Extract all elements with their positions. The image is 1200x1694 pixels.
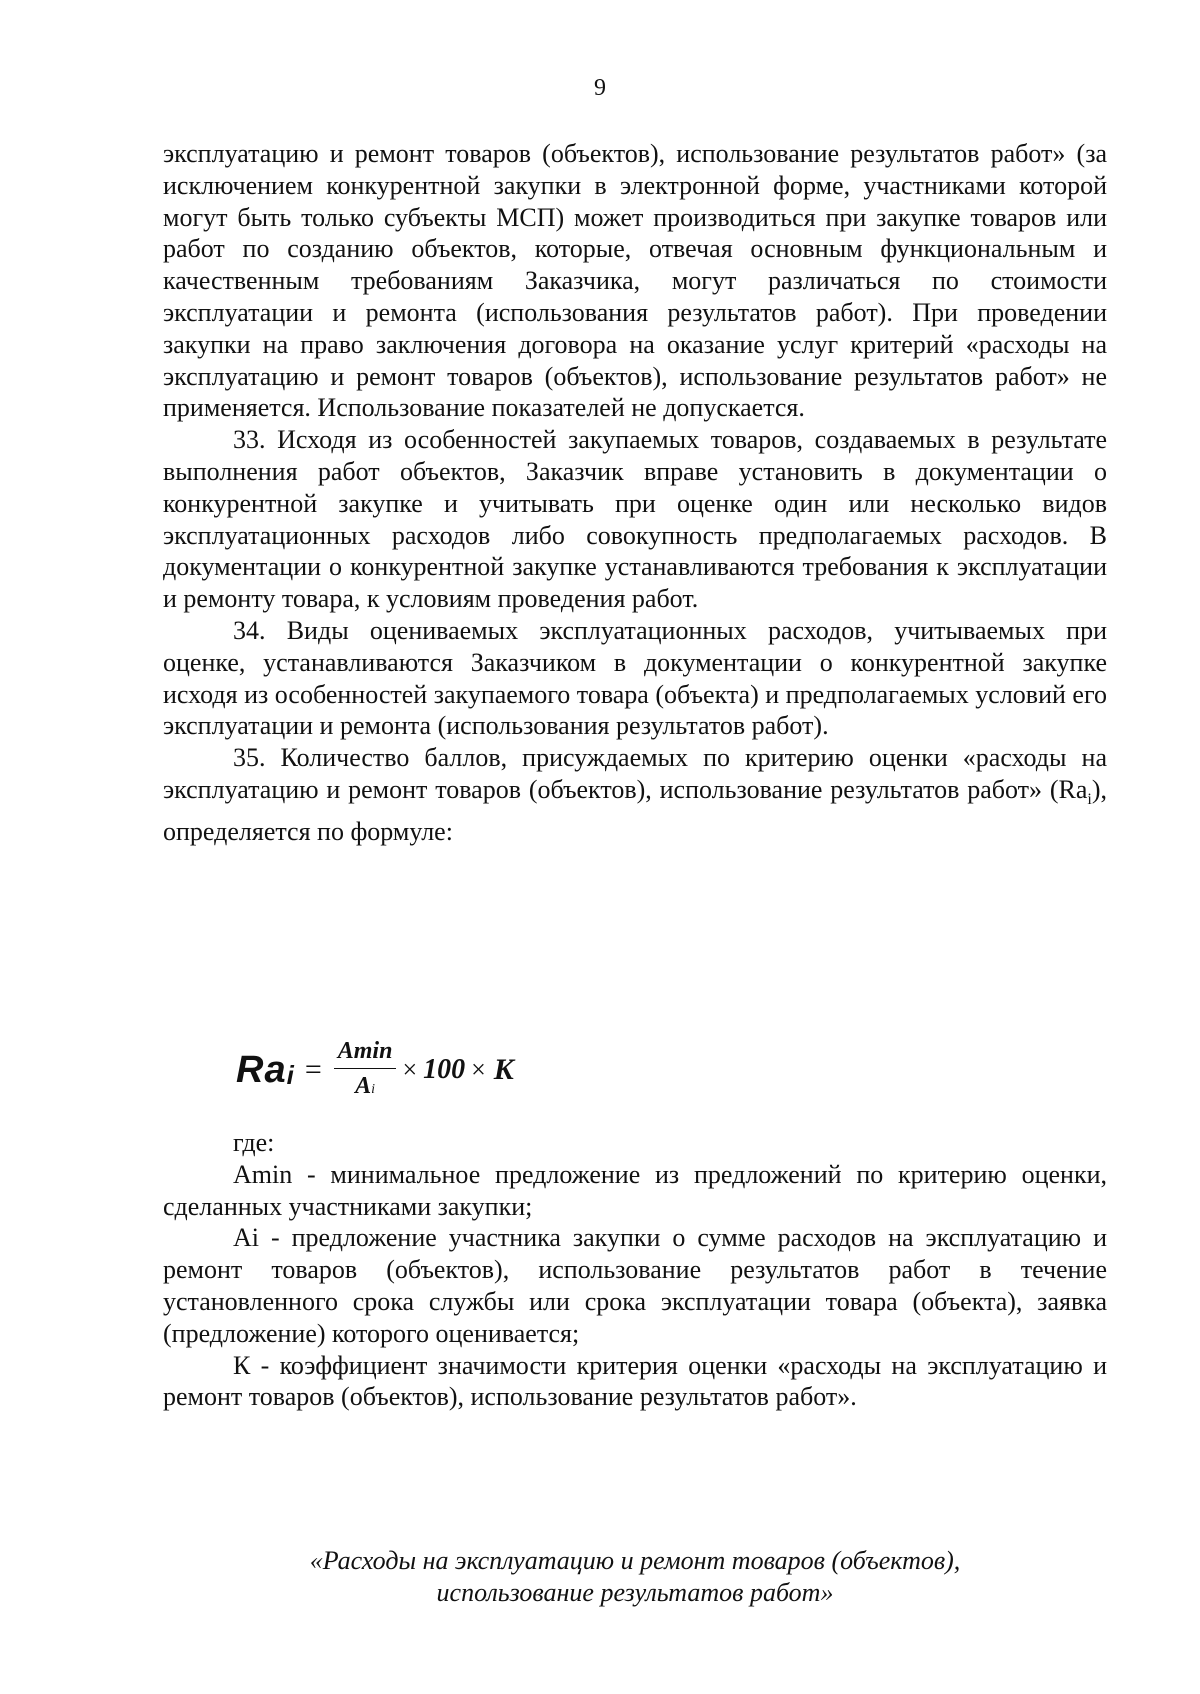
- definition-ai: Ai - предложение участника закупки о сумме расходов на эксплуатацию и ремонт товаров (объектов), использование результатов работ в течение установленного срока службы или срока эксплуатации товара (объекта), заявка (предложение) которого оценивается;: [163, 1223, 1107, 1348]
- paragraph-35-tail: ), определяется по формуле:: [163, 774, 1107, 846]
- definition-amin: Amin - минимальное предложение из предложений по критерию оценки, сделанных участниками закупки;: [163, 1159, 1107, 1221]
- paragraph-34: 34. Виды оцениваемых эксплуатационных расходов, учитываемых при оценке, устанавливаются Заказчиком в документации о конкурентной закупке исходя из особенностей закупаемого товара (объекта) и предполагаемых условий его эксплуатации и ремонта (использования результатов работ).: [163, 615, 1107, 741]
- paragraph-35-subscript: i: [1087, 791, 1092, 809]
- paragraph-continuation: эксплуатацию и ремонт товаров (объектов), использование результатов работ» (за исключением конкурентной закупки в электронной форме, участниками которой могут быть только субъекты МСП) может производиться при закупке товаров или работ по созданию объектов, которые, отвечая основным функциональным и качественным требованиям Заказчика, могут различаться по стоимости эксплуатации и ремонта (использования результатов работ). При проведении закупки на право заключения договора на оказание услуг критерий «расходы на эксплуатацию и ремонт товаров (объектов), использование результатов работ» не применяется. Использование показателей не допускается.: [163, 139, 1107, 423]
- formula-lhs: [236, 1049, 295, 1092]
- formula-denominator: [355, 1069, 375, 1104]
- definition-k: К - коэффициент значимости критерия оценки «расходы на эксплуатацию и ремонт товаров (объектов), использование результатов работ».: [163, 1350, 1107, 1412]
- formula-fraction: [334, 1037, 397, 1104]
- paragraph-35: [163, 742, 1107, 848]
- formula-lhs-text: Ra: [236, 1048, 287, 1091]
- definitions: [163, 1127, 1107, 1413]
- formula-times-1: ×: [402, 1055, 418, 1084]
- formula-numerator: Amin: [334, 1037, 397, 1069]
- formula: [236, 1015, 514, 1125]
- page-number: 9: [594, 75, 606, 101]
- paragraph-33: 33. Исходя из особенностей закупаемых товаров, создаваемых в результате выполнения работ объектов, Заказчик вправе установить в документации о конкурентной закупке и учитывать при оценке один или несколько видов эксплуатационных расходов либо совокупность предполагаемых расходов. В документации о конкурентной закупке устанавливаются требования к эксплуатации и ремонту товара, к условиям проведения работ.: [163, 425, 1107, 614]
- main-text: [163, 138, 1107, 848]
- formula-times-2: ×: [471, 1055, 486, 1084]
- formula-equals: =: [304, 1053, 322, 1086]
- formula-denominator-text: A: [355, 1072, 372, 1099]
- formula-denominator-sub: i: [371, 1081, 376, 1097]
- formula-lhs-sub: i: [286, 1059, 295, 1090]
- formula-hundred: 100: [423, 1054, 466, 1085]
- paragraph-35-text: 35. Количество баллов, присуждаемых по критерию оценки «расходы на эксплуатацию и ремонт товаров (объектов), использование результатов работ» (Ra: [163, 743, 1107, 804]
- definition-where: где:: [233, 1128, 275, 1157]
- caption-line-2: использование результатов работ»: [436, 1578, 834, 1607]
- caption-line-1: «Расходы на эксплуатацию и ремонт товаров (объектов),: [309, 1546, 961, 1575]
- formula-k: K: [493, 1053, 514, 1086]
- section-caption: [163, 1545, 1107, 1609]
